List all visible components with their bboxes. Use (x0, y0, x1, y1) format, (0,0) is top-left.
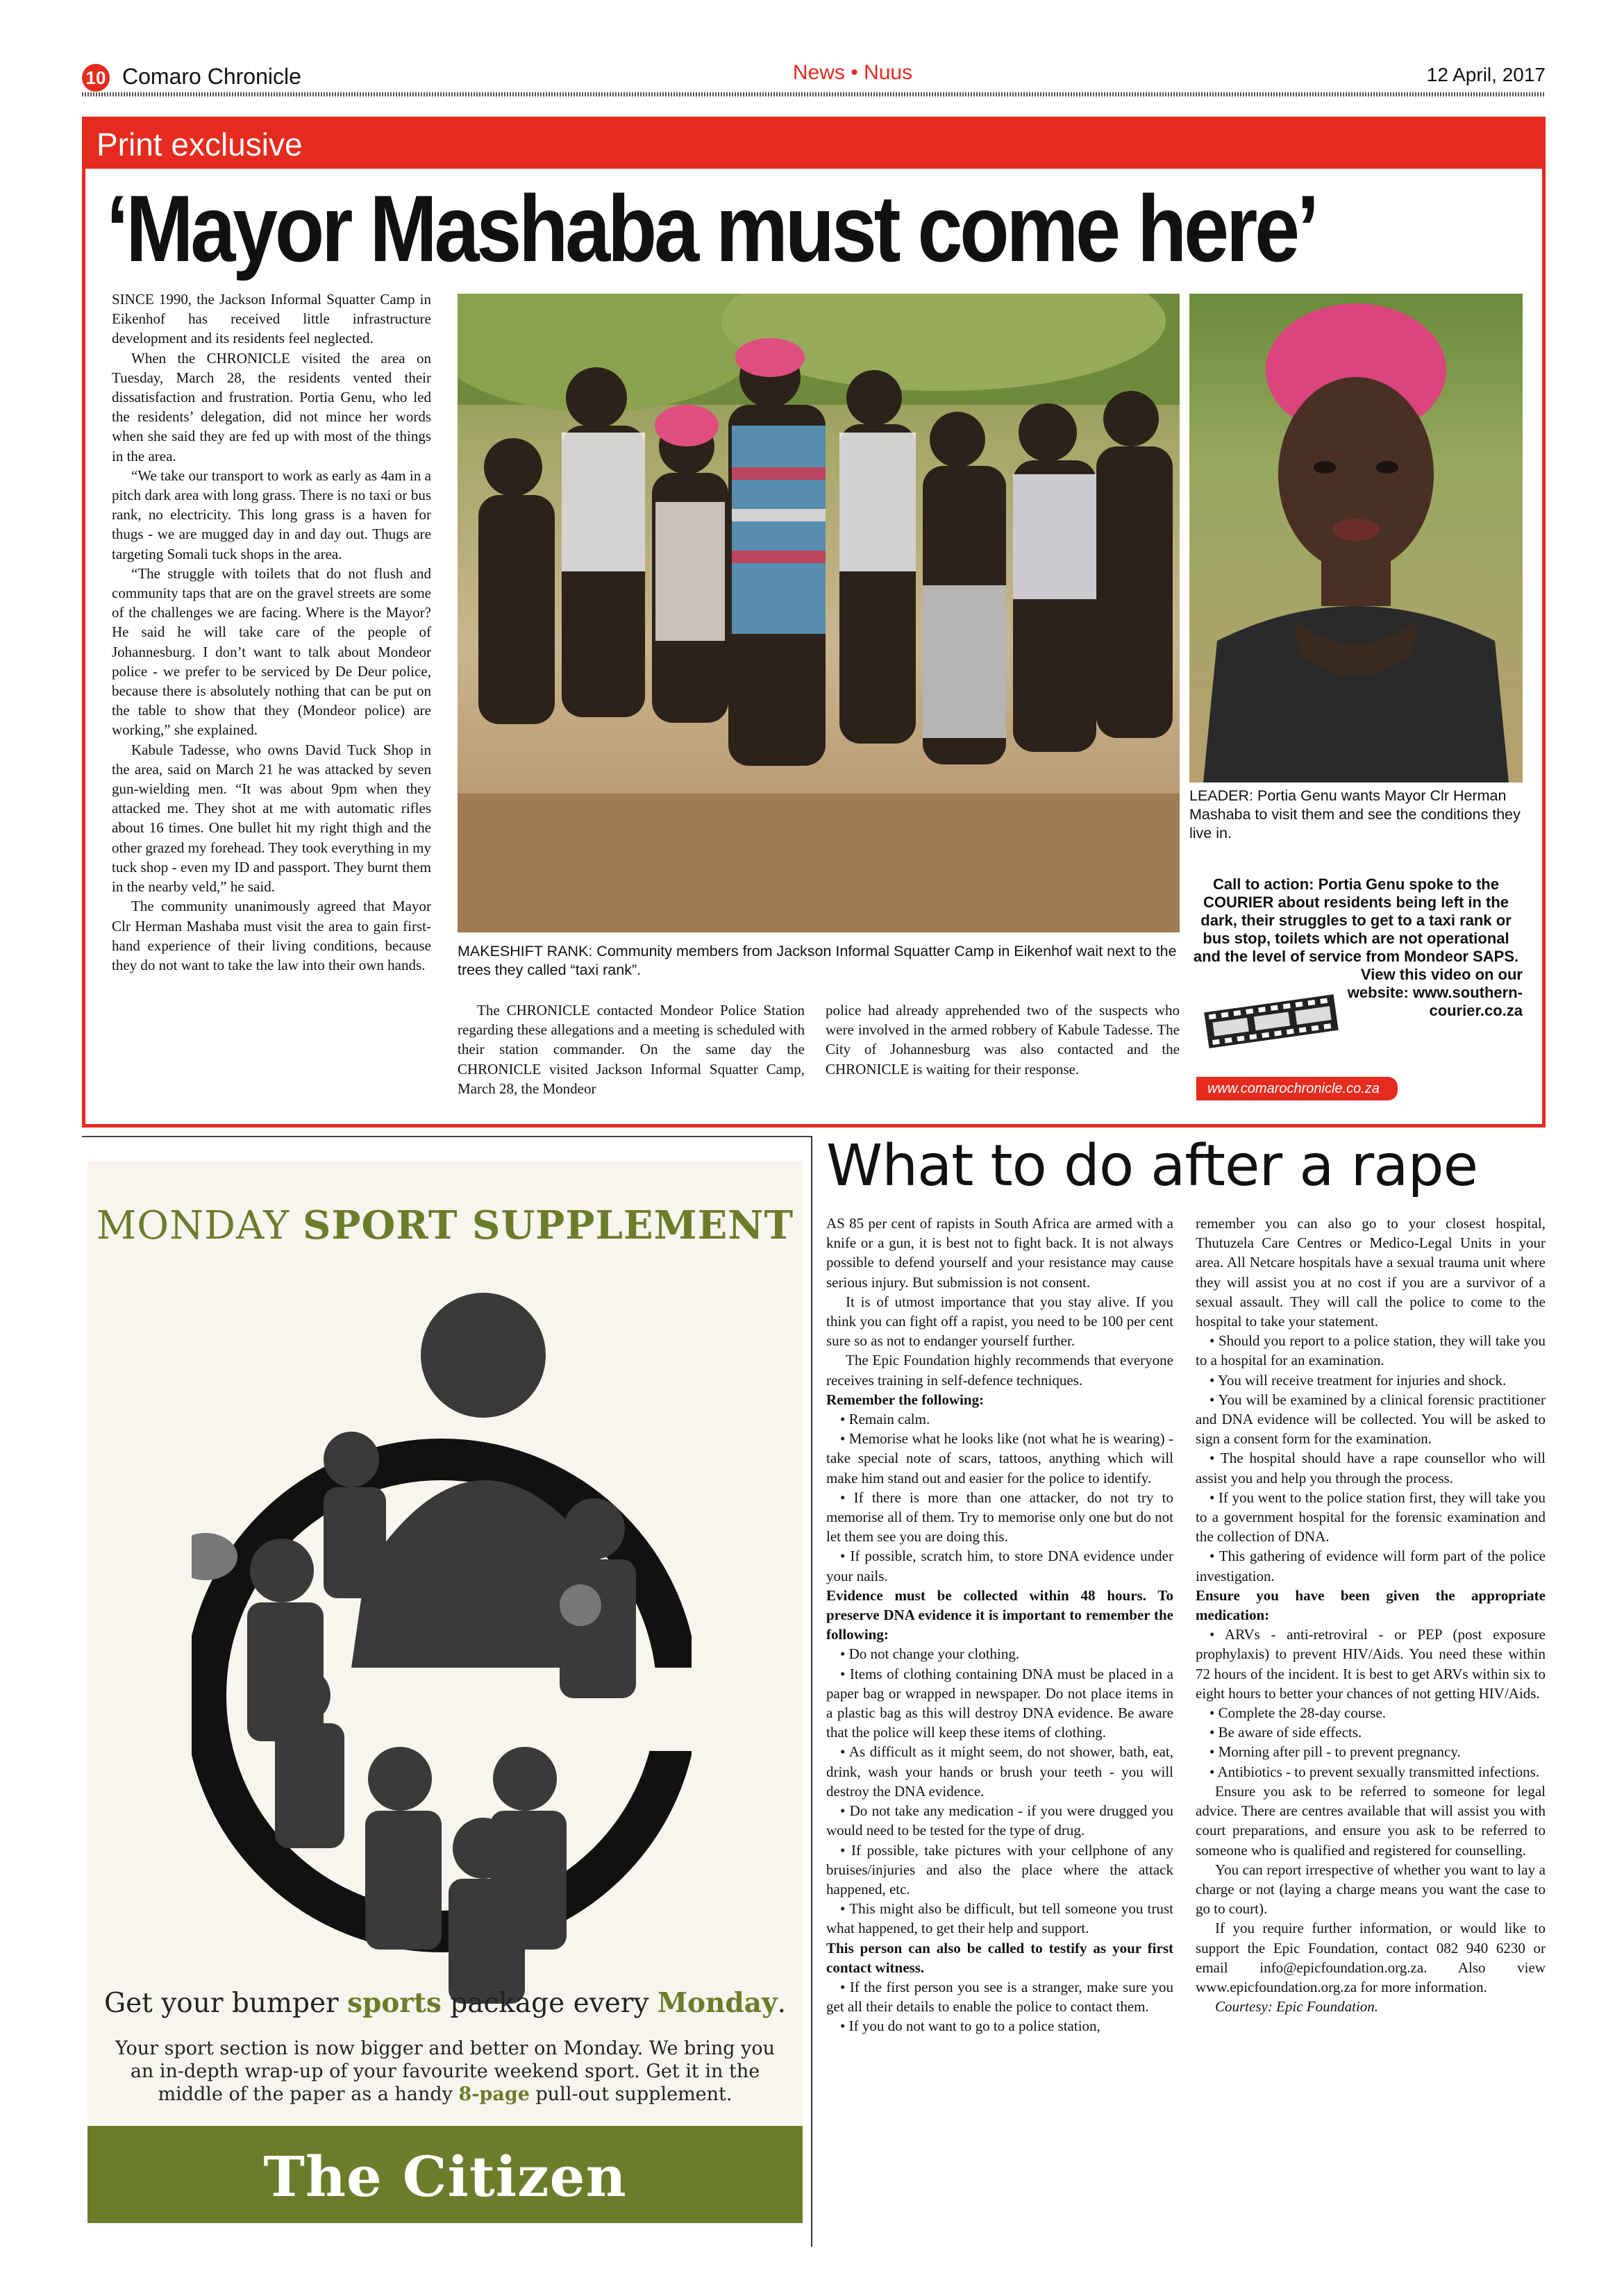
page-number: 10 (82, 64, 110, 92)
article-paragraph: You can report irrespective of whether you want to lay a charge or not (laying a charge means you want the case to go to court). (1196, 1861, 1546, 1918)
rape-article-title: What to do after a rape (826, 1133, 1478, 1199)
article-bullet: • As difficult as it might seem, do not shower, bath, eat, drink, wash your hands or brush your teeth - you will destroy the DNA evidence. (826, 1743, 1173, 1800)
article-bullet: • The hospital should have a rape counsellor who will assist you and help you through the process. (1196, 1450, 1546, 1486)
article-paragraph: If you require further information, or would like to support the Epic Foundation, contact 082 940 6230 or email info@epicfoundation.org.za. Also view www.epicfoundation.org.za for more information. (1196, 1920, 1546, 1995)
issue-date: 12 April, 2017 (1426, 64, 1546, 85)
article-bullet: • Antibiotics - to prevent sexually transmitted infections. (1209, 1763, 1540, 1780)
article-paragraph: The Epic Foundation highly recommends that everyone receives training in self-defence techniques. (826, 1352, 1173, 1389)
story-paragraph: police had already apprehended two of the suspects who were involved in the armed robbery of Kabule Tadesse. The City of Johannesburg was also contacted and the CHRONICLE is waiting for their response. (826, 1002, 1180, 1078)
sport-players-collage (192, 1279, 692, 2015)
column-divider (811, 1136, 812, 2247)
advert-title (87, 1203, 803, 1248)
story-paragraph: “We take our transport to work as early as 4am in a pitch dark area with long grass. There is no taxi or bus rank, no electricity. This long grass is a haven for thugs - we are mugged day in and day out. Thugs are targeting Somali tuck shops in the area. (112, 467, 431, 562)
story-column-3 (826, 1000, 1180, 1079)
advert-title-light: MONDAY (96, 1203, 303, 1248)
article-bullet: • If you went to the police station first, they will take you to a government hospital for the forensic examination and the collection of DNA. (1196, 1489, 1546, 1545)
page-header (82, 61, 1546, 92)
taxi-rank-photo (458, 294, 1180, 932)
publication-name: Comaro Chronicle (122, 64, 301, 89)
brand-name: The Citizen (263, 2144, 627, 2209)
tagline-text: . (777, 1988, 787, 2019)
article-bullet: • Complete the 28-day course. (1209, 1704, 1387, 1722)
portia-genu-portrait (1189, 294, 1523, 782)
article-bullet: • This gathering of evidence will form part of the police investigation. (1196, 1548, 1546, 1584)
website-badge[interactable]: www.comarochronicle.co.za (1196, 1077, 1398, 1100)
advert-tagline (87, 1987, 803, 2019)
advert-body-text: pull-out supplement. (529, 2084, 733, 2105)
article-bullet: • If the first person you see is a stranger, make sure you get all their details to enable the police to contact them. (826, 1978, 1173, 2016)
article-bullet: • Memorise what he looks like (not what he is wearing) - take special note of scars, tattoos, anything which will make him stand out and easier for the police to identify. (826, 1430, 1173, 1486)
article-bullet: • This might also be difficult, but tell someone you trust what happened, to get their help and support. (826, 1900, 1173, 1937)
call-to-action-text: Call to action: Portia Genu spoke to the COURIER about residents being left in the dark, their struggles to get to a taxi rank or bus stop, toilets which are not operational and the level of service from Mondeor SAPS. (1193, 875, 1519, 965)
exclusive-story (82, 117, 1546, 1128)
header-rule (82, 92, 1546, 97)
advert-divider (82, 1136, 812, 1137)
story-paragraph: Kabule Tadesse, who owns David Tuck Shop in the area, said on March 21 he was attacked by seven gun-wielding men. “It was about 9pm when they attacked me. They shot at me with automatic rifles about 16 times. One bullet hit my right thigh and the other grazed my forehead. They took everything in my tuck shop - even my ID and passport. They burnt them in the nearby veld,” he said. (112, 741, 431, 896)
article-paragraph: AS 85 per cent of rapists in South Africa are armed with a knife or a gun, it is best not to fight back. It is not always possible to defend yourself and your resistance may cause serious injury. But submission is not consent. (826, 1215, 1173, 1291)
article-bullet: • Remain calm. (840, 1411, 930, 1428)
article-bullet: • Should you report to a police station, they will take you to a hospital for an examination. (1196, 1332, 1546, 1369)
article-bullet: • Do not change your clothing. (840, 1645, 1020, 1663)
article-bullet: • Morning after pill - to prevent pregnancy. (1209, 1743, 1461, 1761)
print-exclusive-banner: Print exclusive (85, 120, 1542, 169)
rape-article-column-1 (826, 1214, 1173, 2036)
article-subheading: This person can also be called to testify as your first contact witness. (826, 1939, 1173, 1976)
story-paragraph: When the CHRONICLE visited the area on Tuesday, March 28, the residents vented their dissatisfaction and frustration. Portia Genu, who led the residents’ delegation, did not mince her words when she said they are fed up with most of the things in the area. (112, 349, 431, 464)
advert-body (115, 2037, 775, 2106)
article-bullet: • You will receive treatment for injuries and shock. (1209, 1371, 1507, 1389)
side-photo-caption: LEADER: Portia Genu wants Mayor Clr Herman Mashaba to visit them and see the conditions they live in. (1189, 787, 1521, 841)
article-paragraph: Ensure you ask to be referred to someone for legal advice. There are centres available that will assist you with court preparations, and ensure you ask to be referred to someone who is qualified and registered for counselling. (1196, 1782, 1546, 1859)
article-subheading: Evidence must be collected within 48 hours. To preserve DNA evidence it is important to remember the following: (826, 1586, 1173, 1643)
tagline-highlight: Monday (657, 1987, 778, 2019)
story-paragraph: SINCE 1990, the Jackson Informal Squatter Camp in Eikenhof has received little infrastructure development and its residents feel neglected. (112, 291, 431, 347)
advert-title-bold: SPORT SUPPLEMENT (302, 1203, 794, 1248)
article-bullet: • Items of clothing containing DNA must be placed in a paper bag or wrapped in newspaper. Do not place items in a plastic bag as this will destroy DNA evidence. Be aware that the police will keep these items of clothing. (826, 1665, 1173, 1741)
story-paragraph: The CHRONICLE contacted Mondeor Police Station regarding these allegations and a meeting is scheduled with their station commander. On the same day the CHRONICLE visited Jackson Informal Squatter Camp, March 28, the Mondeor (458, 1002, 805, 1097)
story-column-1 (112, 290, 431, 975)
article-subheading: Remember the following: (826, 1391, 985, 1408)
story-paragraph: “The struggle with toilets that do not flush and community taps that are on the gravel streets are some of the challenges we are facing. Where is the Mayor? He said he will take care of the people of Johannesburg. I don’t want to talk about Mondeor police - we prefer to be serviced by De Deur police, because there is absolutely nothing that can be put on the table to show that they (Mondeor police) are working,” she explained. (112, 564, 431, 739)
article-subheading: Ensure you have been given the appropriate medication: (1196, 1586, 1546, 1624)
article-paragraph: It is of utmost importance that you stay alive. If you think you can fight off a rapist, you need to be 100 per cent sure so as not to endanger yourself further. (826, 1293, 1173, 1350)
story-headline: ‘Mayor Mashaba must come here’ (106, 176, 1316, 281)
article-bullet: • If you do not want to go to a police station, (840, 2018, 1100, 2035)
article-bullet: • If possible, take pictures with your cellphone of any bruises/injuries and also the place where the attack happened, etc. (826, 1841, 1173, 1897)
article-bullet: • If possible, scratch him, to store DNA evidence under your nails. (826, 1548, 1173, 1584)
film-reel-icon (1203, 988, 1339, 1055)
article-bullet: • Be aware of side effects. (1209, 1724, 1362, 1741)
tagline-text: Get your bumper (103, 1988, 348, 2019)
the-citizen-logo (87, 2126, 803, 2223)
tagline-text: package every (441, 1988, 658, 2019)
main-photo-caption: MAKESHIFT RANK: Community members from Jackson Informal Squatter Camp in Eikenhof wait next to the trees they called “taxi rank”. (458, 943, 1177, 978)
article-bullet: • Do not take any medication - if you were drugged you would need to be tested for the type of drug. (826, 1802, 1173, 1839)
tagline-highlight: sports (347, 1987, 442, 2019)
article-bullet: • ARVs - anti-retroviral - or PEP (post exposure prophylaxis) to prevent HIV/Aids. You need these within 72 hours of the incident. It is best to get ARVs within six to eight hours to better your chances of not getting HIV/Aids. (1196, 1626, 1546, 1702)
article-courtesy: Courtesy: Epic Foundation. (1215, 1998, 1379, 2016)
advert-body-highlight: 8-page (458, 2084, 530, 2105)
article-bullet: • You will be examined by a clinical forensic practitioner and DNA evidence will be collected. You will be asked to sign a consent form for the examination. (1196, 1391, 1546, 1448)
article-bullet: • If there is more than one attacker, do not try to memorise all of them. Try to memorise only one but do not let them see you are doing this. (826, 1489, 1173, 1545)
story-column-2 (458, 1000, 805, 1098)
rape-article-column-2 (1196, 1214, 1546, 2016)
sport-supplement-advert (87, 1161, 803, 2223)
story-paragraph: The community unanimously agreed that Mayor Clr Herman Mashaba must visit the area to gain first-hand experience of their living conditions, because they do not want to take the law into their own hands. (112, 898, 431, 973)
section-label: News • Nuus (792, 61, 913, 84)
article-paragraph: remember you can also go to your closest hospital, Thutuzela Care Centres or Medico-Legal Units in your area. All Netcare hospitals have a sexual trauma unit where they will assist you at no cost if you are a survivor of a sexual assault. They will call the police to come to the hospital to take your statement. (1196, 1215, 1546, 1330)
advert-body-text: Your sport section is now bigger and better on Monday. We bring you an in-depth wrap-up of your favourite weekend sport. Get it in the middle of the paper as a handy (115, 2038, 775, 2105)
video-prompt: View this video on our website: www.southern-courier.co.za (1347, 966, 1523, 1019)
